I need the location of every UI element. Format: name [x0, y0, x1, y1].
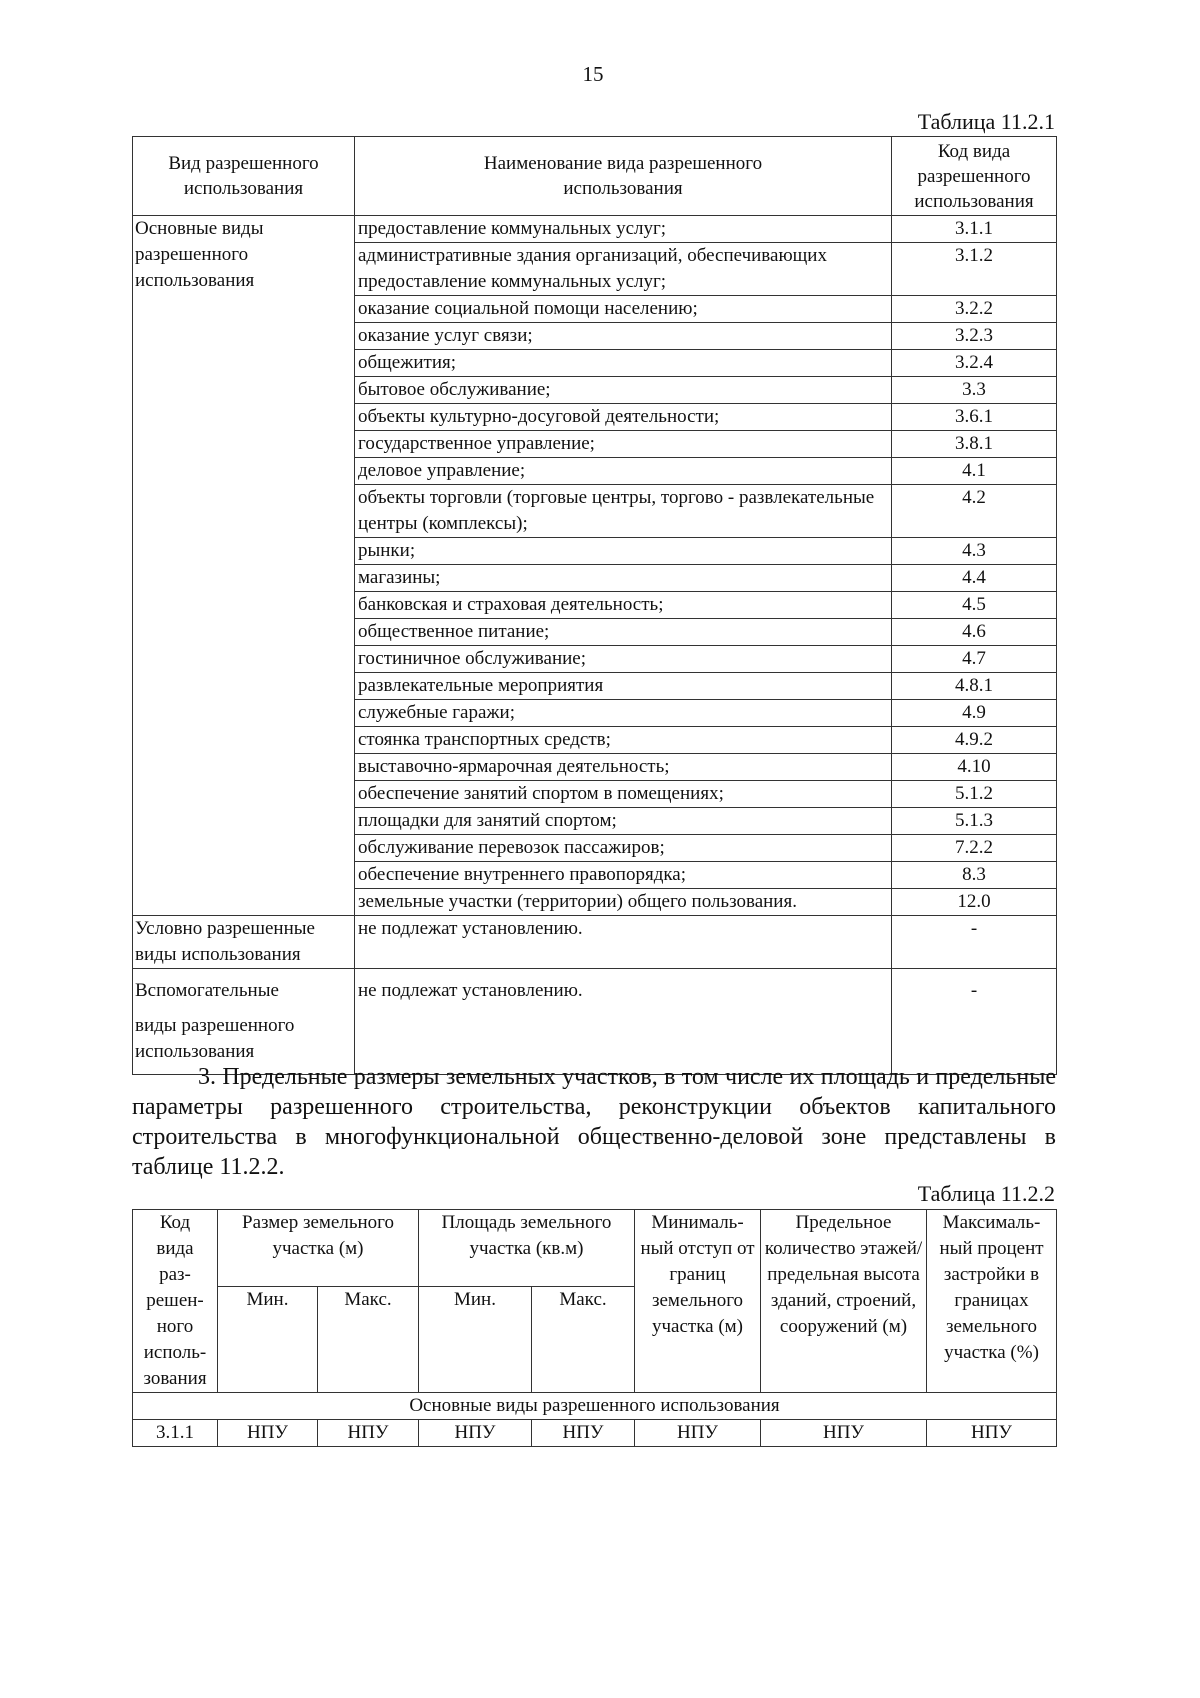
cell-floors: НПУ: [761, 1420, 927, 1447]
use-name: стоянка транспортных средств;: [355, 727, 892, 754]
use-code: 3.1.1: [892, 216, 1057, 243]
page-number: 15: [582, 62, 604, 86]
header-size-min: Мин.: [218, 1287, 318, 1393]
use-code: 4.1: [892, 458, 1057, 485]
cell-coverage: НПУ: [927, 1420, 1057, 1447]
use-name: обслуживание перевозок пассажиров;: [355, 835, 892, 862]
use-code: 5.1.3: [892, 808, 1057, 835]
category-conditional: Условно разрешенные виды использования: [133, 916, 355, 969]
use-code: 4.9: [892, 700, 1057, 727]
use-code: 3.2.3: [892, 323, 1057, 350]
permitted-use-table: [132, 136, 1057, 1075]
paragraph-3: 3. Предельные размеры земельных участков, в том числе их площадь и предельные параметры разрешенного строительства, реконструкции объектов капитального строительства в многофункциональной общественно-деловой зоне представлены в таблице 11.2.2.: [132, 1064, 1056, 1180]
header-plot-area: Площадь земельного участка (кв.м): [419, 1210, 635, 1287]
header-floors: Предельное количество этажей/ предельная высота зданий, строений, сооружений (м): [761, 1210, 927, 1393]
use-code: -: [892, 916, 1057, 969]
use-code: 4.4: [892, 565, 1057, 592]
header-use-code: Код вида разрешенного использования: [892, 137, 1057, 216]
use-code: 4.9.2: [892, 727, 1057, 754]
use-code: 4.6: [892, 619, 1057, 646]
category-auxiliary: Вспомогательные виды разрешенного использования: [133, 969, 355, 1075]
use-name: обеспечение внутреннего правопорядка;: [355, 862, 892, 889]
table-header-row: [133, 1210, 1057, 1287]
header-use-name: Наименование вида разрешенного использования: [355, 137, 892, 216]
cell-size-min: НПУ: [218, 1420, 318, 1447]
table-caption-2: Таблица 11.2.2: [917, 1181, 1055, 1206]
use-code: 7.2.2: [892, 835, 1057, 862]
cell-code: 3.1.1: [133, 1420, 218, 1447]
category-main: Основные виды разрешенного использования: [133, 216, 355, 916]
use-code: 4.3: [892, 538, 1057, 565]
use-name: служебные гаражи;: [355, 700, 892, 727]
use-code: 4.5: [892, 592, 1057, 619]
header-plot-size: Размер земельного участка (м): [218, 1210, 419, 1287]
use-name: бытовое обслуживание;: [355, 377, 892, 404]
use-code: 3.3: [892, 377, 1057, 404]
table-caption: Таблица 11.2.1: [917, 109, 1055, 134]
use-name: площадки для занятий спортом;: [355, 808, 892, 835]
use-name: объекты культурно-досуговой деятельности;: [355, 404, 892, 431]
header-setback: Минималь-ный отступ от границ земельного участка (м): [635, 1210, 761, 1393]
use-code: -: [892, 969, 1057, 1075]
use-name: общежития;: [355, 350, 892, 377]
table-row: [133, 916, 1057, 969]
use-name: государственное управление;: [355, 431, 892, 458]
cell-size-max: НПУ: [318, 1420, 419, 1447]
table-row: [133, 969, 1057, 1075]
use-name: не подлежат установлению.: [355, 916, 892, 969]
use-name: развлекательные мероприятия: [355, 673, 892, 700]
header-use-type: Вид разрешенного использования: [133, 137, 355, 216]
use-code: 3.6.1: [892, 404, 1057, 431]
use-name: оказание услуг связи;: [355, 323, 892, 350]
use-code: 3.8.1: [892, 431, 1057, 458]
use-name: рынки;: [355, 538, 892, 565]
use-code: 5.1.2: [892, 781, 1057, 808]
table-row: [133, 216, 1057, 243]
use-name: предоставление коммунальных услуг;: [355, 216, 892, 243]
use-code: 4.7: [892, 646, 1057, 673]
use-code: 4.10: [892, 754, 1057, 781]
use-code: 4.8.1: [892, 673, 1057, 700]
header-code: Код вида раз-решен-ного исполь-зования: [133, 1210, 218, 1393]
use-code: 4.2: [892, 485, 1057, 538]
table-row: [133, 1420, 1057, 1447]
header-coverage: Максималь-ный процент застройки в границах земельного участка (%): [927, 1210, 1057, 1393]
use-code: 3.1.2: [892, 243, 1057, 296]
use-name: объекты торговли (торговые центры, торгово - развлекательные центры (комплексы);: [355, 485, 892, 538]
use-code: 3.2.4: [892, 350, 1057, 377]
table-header-row: [133, 137, 1057, 216]
use-code: 8.3: [892, 862, 1057, 889]
cell-area-max: НПУ: [532, 1420, 635, 1447]
header-area-min: Мин.: [419, 1287, 532, 1393]
use-name: земельные участки (территории) общего пользования.: [355, 889, 892, 916]
use-name: выставочно-ярмарочная деятельность;: [355, 754, 892, 781]
cell-area-min: НПУ: [419, 1420, 532, 1447]
use-name: банковская и страховая деятельность;: [355, 592, 892, 619]
plot-parameters-table: [132, 1209, 1057, 1447]
header-area-max: Макс.: [532, 1287, 635, 1393]
use-code: 12.0: [892, 889, 1057, 916]
use-code: 3.2.2: [892, 296, 1057, 323]
section-label: Основные виды разрешенного использования: [133, 1393, 1057, 1420]
use-name: не подлежат установлению.: [355, 969, 892, 1075]
use-name: административные здания организаций, обеспечивающих предоставление коммунальных услуг;: [355, 243, 892, 296]
section-row: [133, 1393, 1057, 1420]
use-name: гостиничное обслуживание;: [355, 646, 892, 673]
use-name: магазины;: [355, 565, 892, 592]
use-name: деловое управление;: [355, 458, 892, 485]
use-name: оказание социальной помощи населению;: [355, 296, 892, 323]
header-size-max: Макс.: [318, 1287, 419, 1393]
use-name: обеспечение занятий спортом в помещениях;: [355, 781, 892, 808]
cell-setback: НПУ: [635, 1420, 761, 1447]
use-name: общественное питание;: [355, 619, 892, 646]
